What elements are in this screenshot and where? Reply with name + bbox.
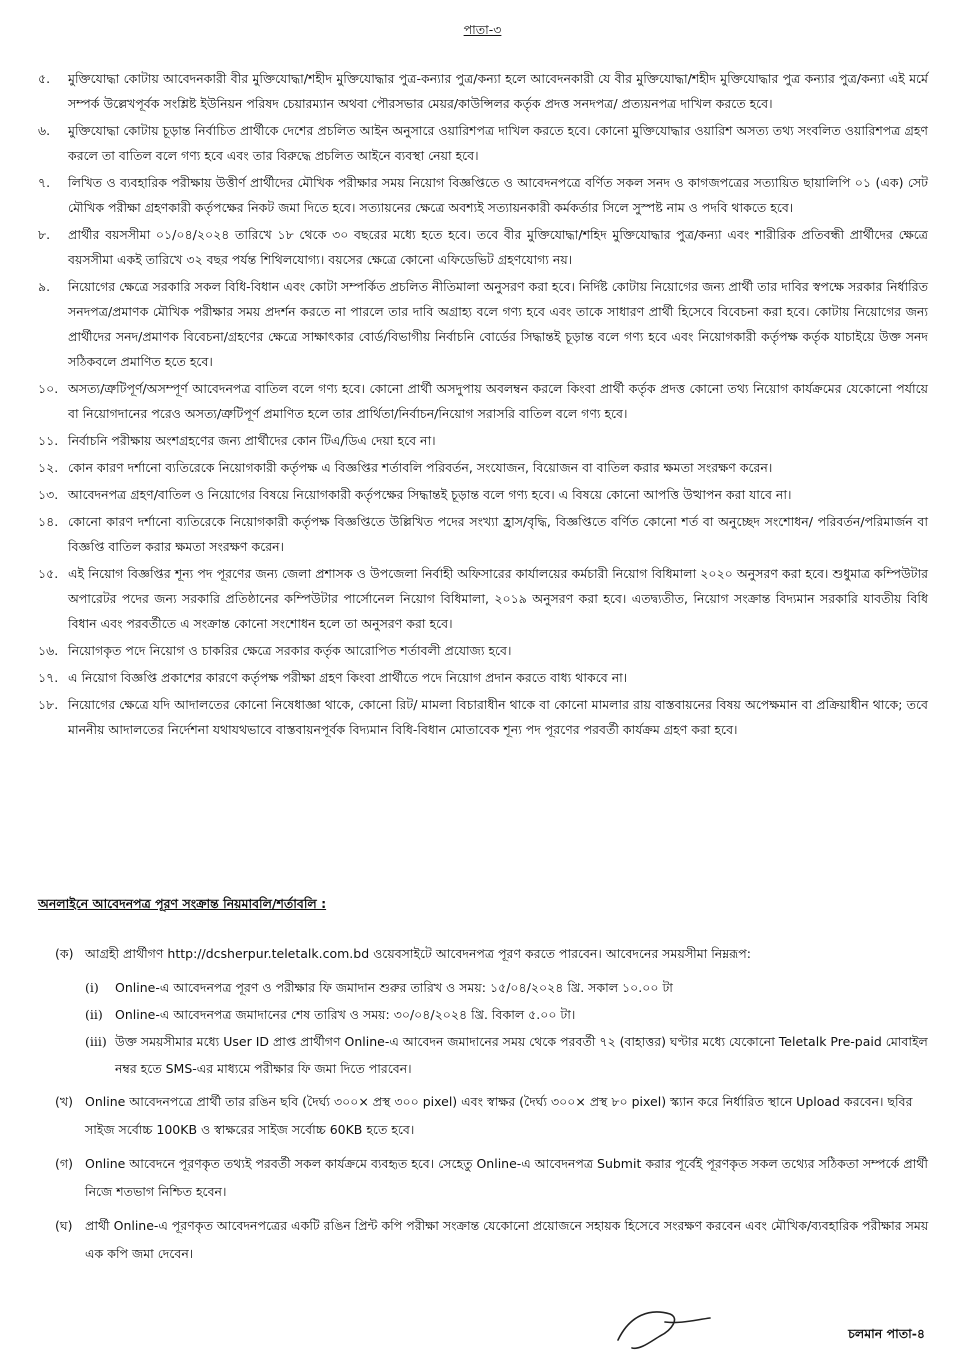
rule-number: ১৭. — [38, 670, 59, 685]
rule-item — [38, 66, 928, 116]
rule-text: এ নিয়োগ বিজ্ঞপ্তি প্রকাশের কারণে কর্তৃপক্ষ পরীক্ষা গ্রহণ কিংবা প্রার্থীতে পদে নিয়োগ প্রদান করতে বাধ্য থাকবে না। — [68, 670, 628, 685]
subrule-text: Online-এ আবেদনপত্র জমাদানের শেষ তারিখ ও সময়: ৩০/০৪/২০২৪ খ্রি. বিকাল ৫.০০ টা। — [115, 1007, 576, 1022]
rule-text: কোনো কারণ দর্শানো ব্যতিরেকে নিয়োগকারী কর্তৃপক্ষ বিজ্ঞপ্তিতে উল্লিখিত পদের সংখ্যা হ্রাস/বৃদ্ধি, বিজ্ঞপ্তিতে বর্ণিত কোনো শর্ত বা অনুচ্ছেদ সংশোধন/ পরিবর্তন/পরিমার্জন বা বিজ্ঞপ্তি বাতিল করার ক্ষমতা সংরক্ষণ করেন। — [68, 514, 928, 554]
rule-text: মুক্তিযোদ্ধা কোটায় চূড়ান্ত নির্বাচিত প্রার্থীকে দেশের প্রচলিত আইন অনুসারে ওয়ারিশপত্র দাখিল করতে হবে। কোনো মুক্তিযোদ্ধার ওয়ারিশ অসত্য তথ্য সংবলিত ওয়ারিশপত্র গ্রহণ করলে তা বাতিল বলে গণ্য হবে এবং তার বিরুদ্ধে প্রচলিত আইনে ব্যবস্থা নেয়া হবে। — [68, 123, 928, 163]
online-rule-label: (গ) — [55, 1156, 73, 1171]
rule-number: ১১. — [38, 433, 59, 448]
online-subrule — [85, 974, 935, 1001]
subrule-text: উক্ত সময়সীমার মধ্যে User ID প্রাপ্ত প্রার্থীগণ Online-এ আবেদন জমাদানের সময় থেকে পরবর্তী ৭২ (বাহাত্তর) ঘণ্টার মধ্যে যেকোনো Teletalk Pre-paid মোবাইল নম্বর হতে SMS-এর মাধ্যমে পরীক্ষার ফি জমা দিতে পারবেন। — [115, 1034, 928, 1076]
online-rules-heading: অনলাইনে আবেদনপত্র পূরণ সংক্রান্ত নিয়মাবলি/শর্তাবলি : — [38, 896, 327, 911]
rule-number: ১৫. — [38, 566, 59, 581]
rule-item — [38, 118, 928, 168]
rule-text: লিখিত ও ব্যবহারিক পরীক্ষায় উত্তীর্ণ প্রার্থীদের মৌখিক পরীক্ষার সময় নিয়োগ বিজ্ঞপ্তিতে ও আবেদনপত্রে বর্ণিত সকল সনদ ও কাগজপত্রের সত্যায়িত ছায়ালিপি ০১ (এক) সেট মৌখিক পরীক্ষা গ্রহণকারী কর্তৃপক্ষের নিকট জমা দিতে হবে। সত্যায়নের ক্ষেত্রে অবশ্যই সত্যায়নকারী কর্মকর্তার সিলে সুস্পষ্ট নাম ও পদবি থাকতে হবে। — [68, 175, 928, 215]
rule-item — [38, 482, 928, 507]
online-rule-label: (ক) — [55, 946, 74, 961]
handwritten-signature — [610, 1300, 720, 1355]
rule-number: ১৩. — [38, 487, 59, 502]
rule-item — [38, 376, 928, 426]
rule-text: নিয়োগের ক্ষেত্রে সরকারি সকল বিধি-বিধান এবং কোটা সম্পর্কিত প্রচলিত নীতিমালা অনুসরণ করা হবে। নির্দিষ্ট কোটায় নিয়োগের জন্য প্রার্থী তার দাবির স্বপক্ষে সরকার নির্ধারিত সনদপত্র/প্রমাণক মৌখিক পরীক্ষার সময় প্রদর্শন করতে না পারলে তার দাবি অগ্রাহ্য বলে গণ্য হবে এবং তাকে সাধারণ প্রার্থী হিসেবে বিবেচনা করা হবে। কোটায় নিয়োগের জন্য প্রার্থীদের সনদ/প্রমাণক বিবেচনা/গ্রহণের ক্ষেত্রে সাক্ষাৎকার বোর্ড/বিভাগীয় নির্বাচনি বোর্ডের সিদ্ধান্তই চূড়ান্ত বলে গণ্য হবে এবং নিয়োগকারী কর্তৃপক্ষ কর্তৃক যাচাইয়ে উক্ত সনদ সঠিকবলে প্রমাণিত হতে হবে। — [68, 279, 928, 369]
rule-text: নিয়োগকৃত পদে নিয়োগ ও চাকরির ক্ষেত্রে সরকার কর্তৃক আরোপিত শর্তাবলী প্রযোজ্য হবে। — [68, 643, 512, 658]
rule-item — [38, 170, 928, 220]
rule-text: নির্বাচনি পরীক্ষায় অংশগ্রহণের জন্য প্রার্থীদের কোন টিএ/ডিএ দেয়া হবে না। — [68, 433, 436, 448]
continued-page-note: চলমান পাতা-৪ — [848, 1326, 925, 1341]
subrule-label: (ii) — [85, 1007, 103, 1022]
online-subrule — [85, 1001, 935, 1028]
rule-item — [38, 665, 928, 690]
rule-number: ৫. — [38, 71, 51, 86]
online-subrule — [85, 1028, 935, 1082]
rule-number: ১৬. — [38, 643, 59, 658]
rule-item — [38, 638, 928, 663]
rule-number: ৬. — [38, 123, 51, 138]
rule-text: কোন কারণ দর্শানো ব্যতিরেকে নিয়োগকারী কর্তৃপক্ষ এ বিজ্ঞপ্তির শর্তাবলি পরিবর্তন, সংযোজন, বিয়োজন বা বাতিল করার ক্ষমতা সংরক্ষণ করেন। — [68, 460, 773, 475]
subrule-label: (i) — [85, 980, 99, 995]
rule-item — [38, 274, 928, 374]
rule-item — [38, 455, 928, 480]
subrule-label: (iii) — [85, 1034, 107, 1049]
rule-number: ৮. — [38, 227, 51, 242]
rule-text: মুক্তিযোদ্ধা কোটায় আবেদনকারী বীর মুক্তিযোদ্ধা/শহীদ মুক্তিযোদ্ধার পুত্র-কন্যার পুত্র/কন্যা হলে আবেদনকারী যে বীর মুক্তিযোদ্ধা/শহীদ মুক্তিযোদ্ধার পুত্র কন্যার পুত্র/কন্যা এই মর্মে সম্পর্ক উল্লেখপূর্বক সংশ্লিষ্ট ইউনিয়ন পরিষদ চেয়ারম্যান অথবা পৌরসভার মেয়র/কাউন্সিলর কর্তৃক প্রদত্ত সনদপত্র/ প্রত্যয়নপত্র দাখিল করতে হবে। — [68, 71, 928, 111]
rule-text: প্রার্থীর বয়সসীমা ০১/০৪/২০২৪ তারিখে ১৮ থেকে ৩০ বছরের মধ্যে হতে হবে। তবে বীর মুক্তিযোদ্ধা/শহিদ মুক্তিযোদ্ধার পুত্র/কন্যা এবং শারীরিক প্রতিবন্ধী প্রার্থীদের ক্ষেত্রে বয়সসীমা একই তারিখে ৩২ বছর পর্যন্ত শিথিলযোগ্য। বয়সের ক্ষেত্রে কোনো এফিডেভিট গ্রহণযোগ্য নয়। — [68, 227, 928, 267]
rule-number: ১৮. — [38, 697, 59, 712]
rule-text: এই নিয়োগ বিজ্ঞপ্তির শূন্য পদ পূরণের জন্য জেলা প্রশাসক ও উপজেলা নির্বাহী অফিসারের কার্যালয়ের কর্মচারী নিয়োগ বিধিমালা ২০২০ অনুসরণ করা হবে। শুধুমাত্র কম্পিউটার অপারেটর পদের জন্য সরকারি প্রতিষ্ঠানের কম্পিউটার পার্সোনেল নিয়োগ বিধিমালা, ২০১৯ অনুসরণ করা হবে। এতদ্ব্যতীত, নিয়োগ সংক্রান্ত বিদ্যমান সরকারি যাবতীয় বিধি বিধান এবং পরবর্তীতে এ সংক্রান্ত কোনো সংশোধন হলে তা অনুসরণ করা হবে। — [68, 566, 928, 631]
online-rule-text: Online আবেদনপত্রে প্রার্থী তার রঙিন ছবি (দৈর্ঘ্য ৩০০× প্রস্থ ৩০০ pixel) এবং স্বাক্ষর (দৈর্ঘ্য ৩০০× প্রস্থ ৮০ pixel) স্ক্যান করে নির্ধারিত স্থানে Upload করবেন। ছবির সাইজ সর্বোচ্চ 100KB ও স্বাক্ষরের সাইজ সর্বোচ্চ 60KB হতে হবে। — [85, 1094, 913, 1137]
rule-number: ৭. — [38, 175, 51, 190]
rule-number: ১০. — [38, 381, 59, 396]
rules-list — [38, 66, 928, 744]
rule-text: অসত্য/ত্রুটিপূর্ণ/অসম্পূর্ণ আবেদনপত্র বাতিল বলে গণ্য হবে। কোনো প্রার্থী অসদুপায় অবলম্বন করলে কিংবা প্রার্থী কর্তৃক প্রদত্ত কোনো তথ্য নিয়োগ কার্যক্রমের যেকোনো পর্যায়ে বা নিয়োগদানের পরেও অসত্য/ত্রুটিপূর্ণ প্রমাণিত হলে তার প্রার্থিতা/নির্বাচন/নিয়োগ সরাসরি বাতিল বলে গণ্য হবে। — [68, 381, 928, 421]
online-rule-ka — [55, 940, 935, 968]
rule-item — [38, 509, 928, 559]
rule-number: ১৪. — [38, 514, 59, 529]
rule-number: ৯. — [38, 279, 51, 294]
online-rule-gha — [55, 1212, 935, 1268]
subrule-text: Online-এ আবেদনপত্র পূরণ ও পরীক্ষার ফি জমাদান শুরুর তারিখ ও সময়: ১৫/০৪/২০২৪ খ্রি. সকাল ১০.০০ টা — [115, 980, 673, 995]
online-rule-label: (ঘ) — [55, 1218, 73, 1233]
rule-item — [38, 692, 928, 742]
rule-text: নিয়োগের ক্ষেত্রে যদি আদালতের কোনো নিষেধাজ্ঞা থাকে, কোনো রিট/ মামলা বিচারাধীন থাকে বা কোনো মামলার রায় বাস্তবায়নের বিষয় অপেক্ষমান বা প্রক্রিয়াধীন থাকে; তবে মাননীয় আদালতের নির্দেশনা যথাযথভাবে বাস্তবায়নপূর্বক বিদ্যমান বিধি-বিধান মোতাবেক শূন্য পদ পূরণের পরবর্তী কার্যক্রম গ্রহণ করা হবে। — [68, 697, 928, 737]
rule-item — [38, 428, 928, 453]
online-rule-kha — [55, 1088, 935, 1144]
online-rule-text: Online আবেদনে পূরণকৃত তথ্যই পরবর্তী সকল কার্যক্রমে ব্যবহৃত হবে। সেহেতু Online-এ আবেদনপত্র Submit করার পূর্বেই পূরণকৃত সকল তথ্যের সঠিকতা সম্পর্কে প্রার্থী নিজে শতভাগ নিশ্চিত হবেন। — [85, 1156, 928, 1199]
rule-number: ১২. — [38, 460, 59, 475]
page-number: পাতা-৩ — [463, 22, 502, 37]
rule-item — [38, 222, 928, 272]
rule-item — [38, 561, 928, 636]
rule-text: আবেদনপত্র গ্রহণ/বাতিল ও নিয়োগের বিষয়ে নিয়োগকারী কর্তৃপক্ষের সিদ্ধান্তই চূড়ান্ত বলে গণ্য হবে। এ বিষয়ে কোনো আপত্তি উত্থাপন করা যাবে না। — [68, 487, 792, 502]
online-rule-text: আগ্রহী প্রার্থীগণ http://dcsherpur.teletalk.com.bd ওয়েবসাইটে আবেদনপত্র পূরণ করতে পারবেন। আবেদনের সময়সীমা নিম্নরূপ: — [85, 946, 751, 961]
online-rules-list — [55, 940, 935, 1274]
online-rule-text: প্রার্থী Online-এ পূরণকৃত আবেদনপত্রের একটি রঙিন প্রিন্ট কপি পরীক্ষা সংক্রান্ত যেকোনো প্রয়োজনে সহায়ক হিসেবে সংরক্ষণ করবেন এবং মৌখিক/ব্যবহারিক পরীক্ষার সময় এক কপি জমা দেবেন। — [85, 1218, 929, 1261]
online-rule-label: (খ) — [55, 1094, 73, 1109]
online-rule-ga — [55, 1150, 935, 1206]
